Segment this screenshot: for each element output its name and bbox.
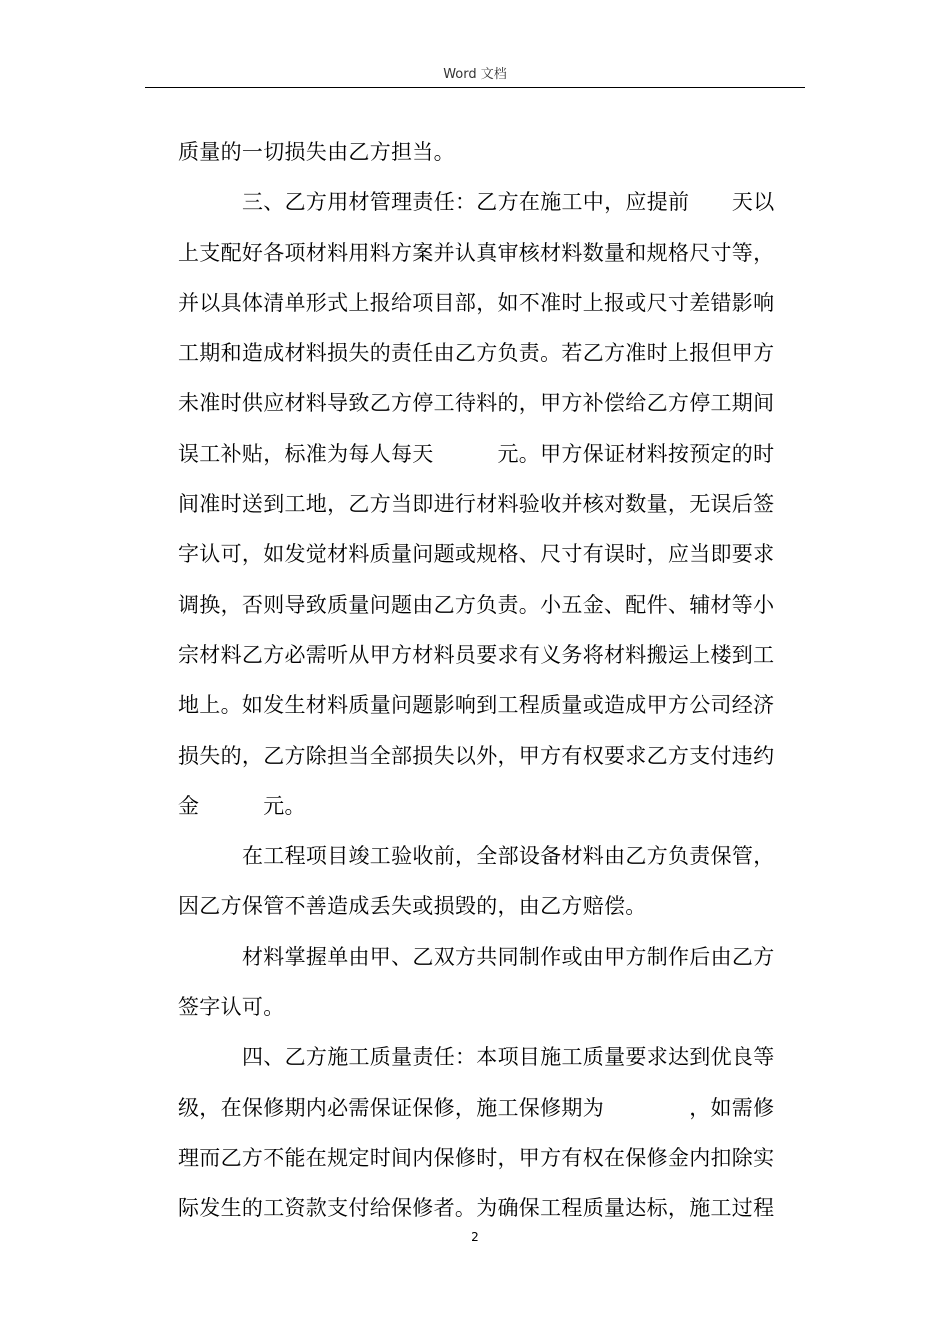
text-line: 调换，否则导致质量问题由乙方负责。小五金、配件、辅材等小 <box>178 592 775 617</box>
text-line: 宗材料乙方必需听从甲方材料员要求有义务将材料搬运上楼到工 <box>178 642 775 667</box>
text-line: 字认可，如发觉材料质量问题或规格、尺寸有误时，应当即要求 <box>178 542 775 567</box>
text-line: 上支配好各项材料用料方案并认真审核材料数量和规格尺寸等， <box>178 240 775 265</box>
document-body <box>178 127 808 1234</box>
text-line: 在工程项目竣工验收前，全部设备材料由乙方负责保管， <box>242 844 775 869</box>
text-line: 因乙方保管不善造成丢失或损毁的，由乙方赔偿。 <box>178 894 647 919</box>
text-line: 签字认可。 <box>178 995 285 1020</box>
page-number: 2 <box>471 1230 479 1244</box>
text-line: 损失的，乙方除担当全部损失以外，甲方有权要求乙方支付违约 <box>178 743 775 768</box>
text-line: 未准时供应材料导致乙方停工待料的，甲方补偿给乙方停工期间 <box>178 391 775 416</box>
text-line: 并以具体清单形式上报给项目部，如不准时上报或尺寸差错影响 <box>178 290 775 315</box>
text-line: 工期和造成材料损失的责任由乙方负责。若乙方准时上报但甲方 <box>178 341 775 366</box>
text-line: 级，在保修期内必需保证保修，施工保修期为 ，如需修 <box>178 1095 775 1120</box>
text-line: 金 元。 <box>178 793 306 818</box>
text-line: 间准时送到工地，乙方当即进行材料验收并核对数量，无误后签 <box>178 492 775 517</box>
text-line: 际发生的工资款支付给保修者。为确保工程质量达标，施工过程 <box>178 1196 775 1221</box>
text-line: 四、乙方施工质量责任：本项目施工质量要求达到优良等 <box>242 1045 775 1070</box>
text-line: 三、乙方用材管理责任：乙方在施工中，应提前 天以 <box>242 190 775 215</box>
page-header-title: Word 文档 <box>443 67 507 82</box>
text-line: 误工补贴，标准为每人每天 元。甲方保证材料按预定的时 <box>178 441 775 466</box>
text-line: 质量的一切损失由乙方担当。 <box>178 140 455 164</box>
text-line: 地上。如发生材料质量问题影响到工程质量或造成甲方公司经济 <box>178 693 775 718</box>
text-line: 理而乙方不能在规定时间内保修时，甲方有权在保修金内扣除实 <box>178 1145 775 1170</box>
header-divider <box>145 87 805 88</box>
text-line: 材料掌握单由甲、乙双方共同制作或由甲方制作后由乙方 <box>242 944 775 969</box>
